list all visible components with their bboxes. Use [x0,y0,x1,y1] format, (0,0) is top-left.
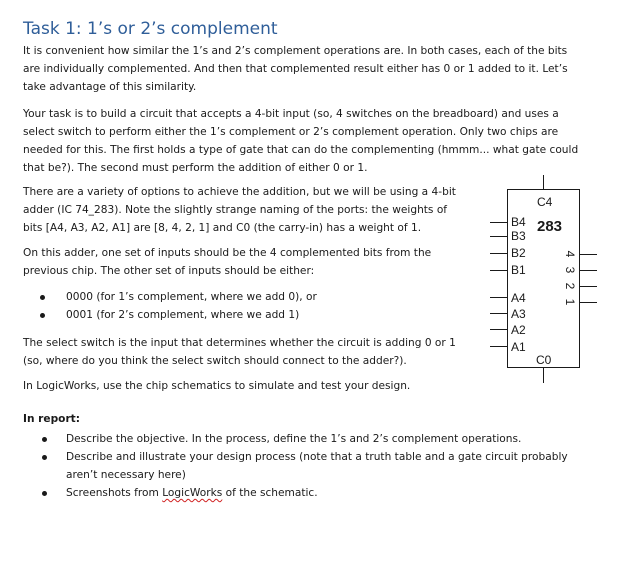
intro-line-2: are individually complemented. And then that complemented result either has 0 or 1 added to it. Let’s [23,63,568,75]
pin-label-a3: A3 [511,307,526,321]
report-item-design-line-2: aren’t necessary here) [66,469,186,481]
intro-line-1: It is convenient how similar the 1’s and 2’s complement operations are. In both cases, each of the bits [23,45,568,57]
report-item-design-line-1: Describe and illustrate your design process (note that a truth table and a gate circuit probably [66,451,568,463]
select-line-2: (so, where do you think the select switch should connect to the adder?). [23,355,407,367]
pin-label-b4: B4 [511,215,526,229]
task-line-2: select switch to perform either the 1’s complement or 2’s complement operation. Only two chips are [23,126,559,138]
pin-label-s2: 2 [563,282,577,290]
intro-line-3: take advantage of this similarity. [23,81,197,93]
bullet-add-zero: 0000 (for 1’s complement, where we add 0), or [66,291,317,303]
pin-label-a4: A4 [511,291,526,305]
options-line-1: There are a variety of options to achieve the addition, but we will be using a 4-bit [23,186,456,198]
pin-label-c4: C4 [537,195,553,209]
options-line-2: adder (IC 74_283). Note the slightly strange naming of the ports: the weights of [23,204,448,216]
pin-label-a2: A2 [511,323,526,337]
chip-part-number: 283 [537,218,563,235]
report-item-screenshots: Screenshots from LogicWorks of the schematic. [66,487,318,499]
report-heading: In report: [23,413,80,425]
adder-inputs-line-2: previous chip. The other set of inputs should be either: [23,265,315,277]
pin-label-a1: A1 [511,340,526,354]
task-line-1: Your task is to build a circuit that accepts a 4-bit input (so, 4 switches on the breadboard) and uses a [23,108,559,120]
pin-label-c0: C0 [536,353,552,367]
logicworks-line: In LogicWorks, use the chip schematics to simulate and test your design. [23,380,411,392]
pin-label-b2: B2 [511,246,526,260]
pin-label-s1: 1 [563,298,577,306]
options-line-3: bits [A4, A3, A2, A1] are [8, 4, 2, 1] and C0 (the carry-in) has a weight of 1. [23,222,422,234]
task-line-4: that be?). The second must perform the addition of either 0 or 1. [23,162,368,174]
page-title: Task 1: 1’s or 2’s complement [23,19,278,39]
report-item-objective: Describe the objective. In the process, define the 1’s and 2’s complement operations. [66,433,522,445]
pin-label-b3: B3 [511,229,526,243]
pin-label-s4: 4 [563,250,577,258]
bullet-add-one: 0001 (for 2’s complement, where we add 1) [66,309,300,321]
task-line-3: needed for this. The first holds a type of gate that can do the complementing (hmmm... what gate could [23,144,579,156]
pin-label-s3: 3 [563,266,577,274]
select-line-1: The select switch is the input that determines whether the circuit is adding 0 or 1 [23,337,456,349]
adder-inputs-line-1: On this adder, one set of inputs should be the 4 complemented bits from the [23,247,432,259]
pin-label-b1: B1 [511,263,526,277]
